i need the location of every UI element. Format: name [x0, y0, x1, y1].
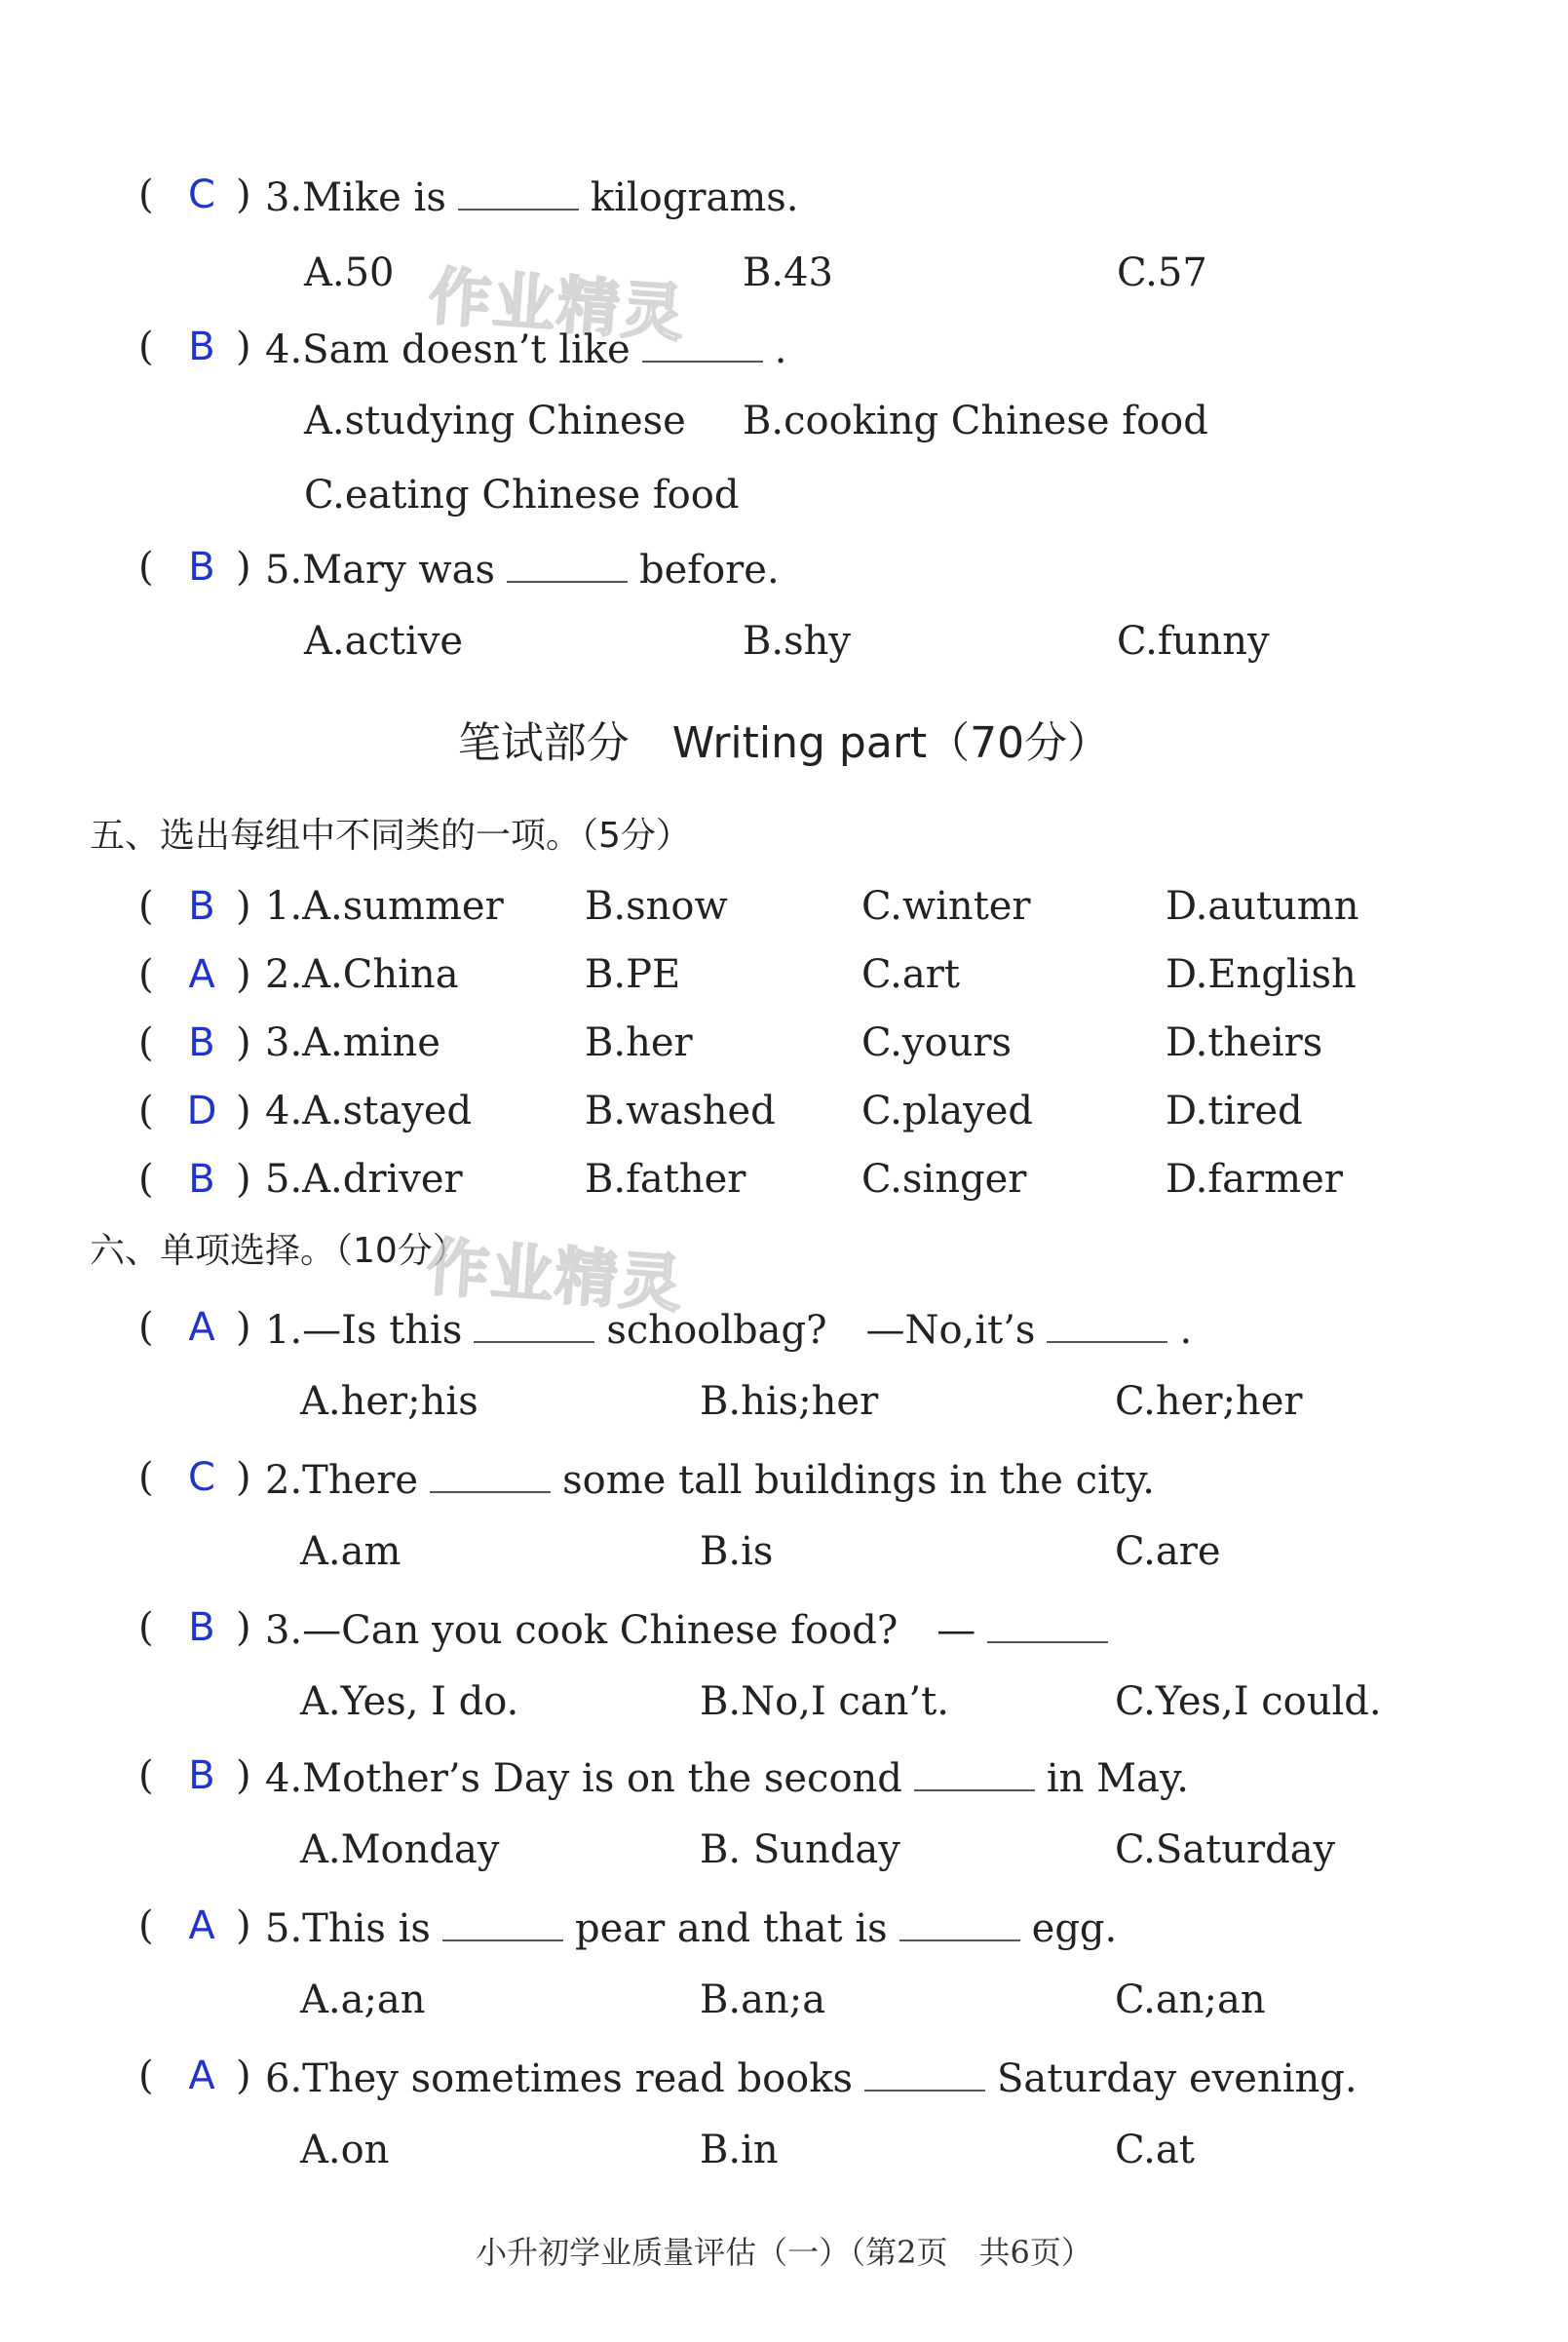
option: B.an;a [700, 1977, 826, 2022]
option: C.eating Chinese food [304, 473, 740, 518]
option: C.her;her [1115, 1379, 1303, 1424]
option: B.her [585, 1020, 693, 1065]
option: B.washed [585, 1089, 776, 1133]
option: A.Monday [300, 1827, 500, 1872]
answer-mark: B [188, 1157, 215, 1202]
answer-blank [430, 1448, 551, 1493]
option: D.tired [1166, 1089, 1303, 1133]
answer-mark: A [188, 1305, 215, 1350]
option: B. Sunday [700, 1827, 900, 1872]
answer-mark: A [188, 2054, 215, 2098]
option: C.an;an [1115, 1977, 1266, 2022]
option: B.father [585, 1157, 746, 1202]
answer-mark: D [186, 1089, 217, 1133]
question-stem: 4.Mother’s Day is on the second in May. [265, 1747, 1189, 1808]
option: C.at [1115, 2128, 1195, 2172]
option: C.are [1115, 1529, 1221, 1574]
option: B.PE [585, 952, 681, 997]
option: C.played [861, 1089, 1034, 1133]
answer-mark: A [188, 1903, 215, 1948]
option: B.snow [585, 884, 728, 929]
answer-blank [458, 166, 579, 211]
answer-blank [899, 1897, 1020, 1941]
exam-page: ( C ) 3.Mike is kilograms. A.50 B.43 C.57 作业精灵 ( B ) 4.Sam doesn’t like . A.studying Chinese B.cooking Chinese food C.eating Chinese food ( B ) 5.Mary was before. A.active B.shy C.funny 笔试部分 Writing part（70分） 五、选出每组中不同类的一项。（5分） ( B ) 1.A.summer B.snow C.winter D.autumn ( A ) 2.A.China B.PE C.art D.English ( B ) 3.A.mine B.her C.yours D.theirs ( D ) 4.A.stayed B.washed C.played D.tired ( B ) 5.A.driver B.father C.singer D.farmer 六、单项选择。（10分） 作业精灵 ( A ) 1.—Is this schoolbag? —No,it’s . A.her;his B.his;her C.her;her ( C ) 2.There some tall buildings in the city. A.am B.is C.are ( B ) 3.—Can you cook Chinese food? — A.Yes, I do. B.No,I can’t. C.Yes,I could. ( B ) 4.Mother’s Day is on the second in May. A.Monday B. Sunday C.Saturday ( A ) 5.This is pear and that is egg. A.a;an B.an;a C.an;an ( A ) 6.They sometimes read books Saturday evening. A.on B.in C.at 小升初学业质量评估（一）（第2页 共6页） [0, 0, 1568, 2342]
option: A.am [300, 1529, 402, 1574]
option: A.on [300, 2128, 390, 2172]
option: C.singer [861, 1157, 1027, 1202]
option: C.Yes,I could. [1115, 1679, 1382, 1724]
watermark-logo: 作业精灵 [426, 260, 688, 352]
option: A.active [304, 619, 463, 664]
section-five-title: 五、选出每组中不同类的一项。（5分） [90, 816, 691, 856]
answer-mark: C [188, 1455, 215, 1500]
answer-mark: B [188, 1605, 215, 1650]
option: 5.A.driver [265, 1157, 463, 1202]
question-stem: 3.—Can you cook Chinese food? — [265, 1598, 1120, 1660]
answer-blank [442, 1897, 563, 1941]
answer-blank [507, 538, 628, 583]
answer-mark: B [188, 884, 215, 929]
option: D.farmer [1166, 1157, 1343, 1202]
watermark-logo: 作业精灵 [424, 1231, 686, 1323]
option: A.her;his [300, 1379, 478, 1424]
option: C.Saturday [1115, 1827, 1336, 1872]
page-footer: 小升初学业质量评估（一）（第2页 共6页） [476, 2234, 1092, 2271]
question-stem: 4.Sam doesn’t like . [265, 318, 786, 379]
question-stem: 2.There some tall buildings in the city. [265, 1448, 1155, 1510]
answer-mark: C [188, 173, 215, 217]
option: 3.A.mine [265, 1020, 440, 1065]
option: A.studying Chinese [304, 399, 686, 443]
question-stem: 5.Mary was before. [265, 538, 780, 599]
answer-mark: A [188, 952, 215, 997]
option: C.funny [1117, 619, 1270, 664]
answer-blank [474, 1298, 594, 1343]
answer-blank [1047, 1298, 1167, 1343]
question-stem: 6.They sometimes read books Saturday evening. [265, 2047, 1358, 2108]
option: B.No,I can’t. [700, 1679, 949, 1724]
question-stem: 1.—Is this schoolbag? —No,it’s . [265, 1298, 1192, 1360]
option: B.his;her [700, 1379, 879, 1424]
answer-blank [914, 1747, 1035, 1791]
option: B.shy [743, 619, 851, 664]
option: D.English [1166, 952, 1357, 997]
section-six-title: 六、单项选择。（10分） [90, 1231, 468, 1271]
option: B.cooking Chinese food [743, 399, 1208, 443]
answer-blank [864, 2047, 985, 2092]
answer-mark: B [188, 325, 215, 369]
question-stem: 3.Mike is kilograms. [265, 166, 799, 227]
answer-blank [642, 318, 763, 363]
question-stem: 5.This is pear and that is egg. [265, 1897, 1117, 1958]
option: A.Yes, I do. [300, 1679, 519, 1724]
answer-mark: B [188, 545, 215, 590]
option: B.in [700, 2128, 779, 2172]
option: D.theirs [1166, 1020, 1323, 1065]
answer-blank [987, 1598, 1108, 1643]
option: C.winter [861, 884, 1031, 929]
option: A.50 [304, 250, 395, 295]
option: C.yours [861, 1020, 1012, 1065]
option: 2.A.China [265, 952, 459, 997]
option: D.autumn [1166, 884, 1359, 929]
option: 1.A.summer [265, 884, 504, 929]
option: B.is [700, 1529, 774, 1574]
answer-mark: B [188, 1753, 215, 1798]
option: B.43 [743, 250, 834, 295]
answer-mark: B [188, 1020, 215, 1065]
writing-part-heading: 笔试部分 Writing part（70分） [457, 718, 1111, 768]
option: A.a;an [300, 1977, 426, 2022]
option: C.art [861, 952, 960, 997]
option: C.57 [1117, 250, 1207, 295]
option: 4.A.stayed [265, 1089, 473, 1133]
